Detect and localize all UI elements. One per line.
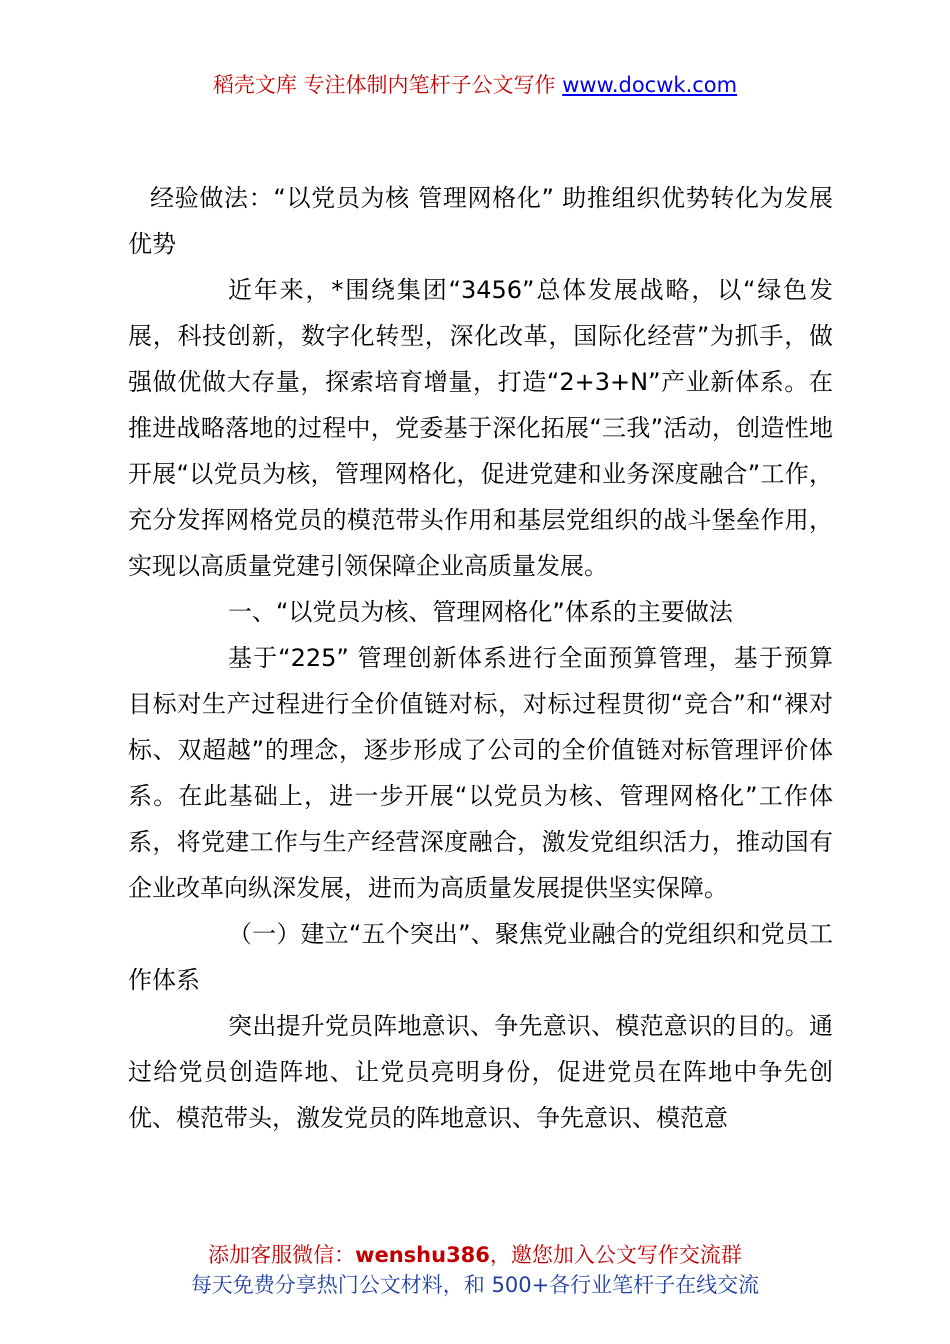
wechat-id: wenshu386 [355, 1243, 490, 1267]
page-header [0, 70, 950, 100]
paragraph-approach: 基于“225” 管理创新体系进行全面预算管理，基于预算目标对生产过程进行全价值链对标，对标过程贯彻“竞合”和“裸对标、双超越”的理念，逐步形成了公司的全价值链对标管理评价体系。在此基础上，进一步开展“以党员为核、管理网格化”工作体系，将党建工作与生产经营深度融合，激发党组织活力，推动国有企业改革向纵深发展，进而为高质量发展提供坚实保障。 [128, 644, 833, 902]
footer-promo-line: 每天免费分享热门公文材料，和 500+各行业笔杆子在线交流 [190, 1273, 760, 1297]
page-footer [0, 1240, 950, 1300]
site-link[interactable]: www.docwk.com [562, 73, 738, 97]
footer-prefix: 添加客服微信： [208, 1243, 356, 1267]
subsection-heading-1: （一）建立“五个突出”、聚焦党业融合的党组织和党员工作体系 [128, 920, 833, 994]
paragraph-intro: 近年来，*围绕集团“3456”总体发展战略，以“绿色发展，科技创新，数字化转型，深化改革，国际化经营”为抓手，做强做优做大存量，探索培育增量，打造“2+3+N”产业新体系。在推进战略落地的过程中，党委基于深化拓展“三我”活动，创造性地开展“以党员为核，管理网格化，促进党建和业务深度融合”工作，充分发挥网格党员的模范带头作用和基层党组织的战斗堡垒作用，实现以高质量党建引领保障企业高质量发展。 [128, 276, 833, 580]
paragraph-awareness: 突出提升党员阵地意识、争先意识、模范意识的目的。通过给党员创造阵地、让党员亮明身份，促进党员在阵地中争先创优、模范带头，激发党员的阵地意识、争先意识、模范意 [128, 1012, 833, 1132]
brand-text: 稻壳文库 专注体制内笔杆子公文写作 [212, 73, 563, 97]
document-body [128, 175, 833, 1141]
footer-contact-line [0, 1240, 950, 1270]
document-title: 经验做法：“以党员为核 管理网格化” 助推组织优势转化为发展优势 [128, 184, 833, 258]
footer-suffix: ，邀您加入公文写作交流群 [489, 1243, 742, 1267]
section-heading-1: 一、“以党员为核、管理网格化”体系的主要做法 [228, 598, 733, 626]
